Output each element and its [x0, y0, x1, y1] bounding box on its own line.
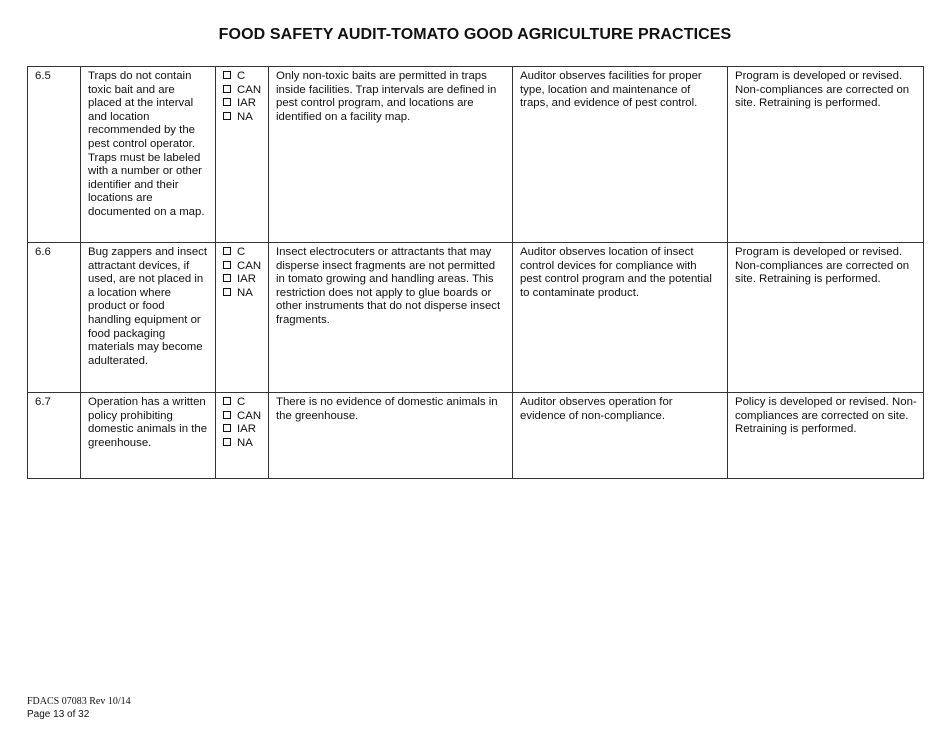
corrective-action-text: Policy is developed or revised. Non-compliances are corrected on site. Retraining is performed.: [728, 393, 924, 479]
checkbox-icon: [223, 261, 231, 269]
audit-table: [27, 66, 924, 479]
item-number: 6.7: [28, 393, 81, 479]
option-iar-checkbox[interactable]: IAR: [223, 273, 262, 287]
guidance-text: Insect electrocuters or attractants that may disperse insect fragments are not permitted in tomato growing and handling areas. This restriction does not apply to glue boards or other instruments that do not disperse insect fragments.: [269, 243, 513, 393]
page-number: Page 13 of 32: [27, 709, 90, 720]
checkbox-icon: [223, 438, 231, 446]
corrective-action-text: Program is developed or revised. Non-compliances are corrected on site. Retraining is performed.: [728, 243, 924, 393]
item-number: 6.6: [28, 243, 81, 393]
option-iar-checkbox[interactable]: IAR: [223, 97, 262, 111]
requirement-text: Traps do not contain toxic bait and are placed at the interval and location recommended by the pest control operator. Traps must be labeled with a number or other identifier and their locations are documented on a map.: [81, 67, 216, 243]
item-number: 6.5: [28, 67, 81, 243]
checkbox-icon: [223, 85, 231, 93]
checkbox-icon: [223, 397, 231, 405]
table-row: [28, 393, 924, 479]
option-can-checkbox[interactable]: CAN: [223, 84, 262, 98]
corrective-action-text: Program is developed or revised. Non-compliances are corrected on site. Retraining is performed.: [728, 67, 924, 243]
option-iar-checkbox[interactable]: IAR: [223, 423, 262, 437]
compliance-options: [216, 393, 269, 479]
checkbox-icon: [223, 71, 231, 79]
form-number: FDACS 07083 Rev 10/14: [27, 696, 131, 707]
checkbox-icon: [223, 274, 231, 282]
page-title: FOOD SAFETY AUDIT-TOMATO GOOD AGRICULTURE PRACTICES: [218, 26, 732, 43]
page-footer: [27, 695, 131, 721]
checkbox-icon: [223, 247, 231, 255]
checkbox-icon: [223, 411, 231, 419]
checkbox-icon: [223, 424, 231, 432]
compliance-options: [216, 243, 269, 393]
option-can-checkbox[interactable]: CAN: [223, 260, 262, 274]
guidance-text: Only non-toxic baits are permitted in traps inside facilities. Trap intervals are defined in pest control program, and locations are identified on a facility map.: [269, 67, 513, 243]
compliance-options: [216, 67, 269, 243]
option-na-checkbox[interactable]: NA: [223, 437, 262, 451]
table-row: [28, 243, 924, 393]
option-c-checkbox[interactable]: C: [223, 396, 262, 410]
option-c-checkbox[interactable]: C: [223, 70, 262, 84]
checkbox-icon: [223, 98, 231, 106]
table-row: [28, 67, 924, 243]
option-na-checkbox[interactable]: NA: [223, 287, 262, 301]
guidance-text: There is no evidence of domestic animals in the greenhouse.: [269, 393, 513, 479]
verification-text: Auditor observes facilities for proper type, location and maintenance of traps, and evidence of pest control.: [513, 67, 728, 243]
verification-text: Auditor observes location of insect control devices for compliance with pest control program and the potential to contaminate product.: [513, 243, 728, 393]
requirement-text: Operation has a written policy prohibiting domestic animals in the greenhouse.: [81, 393, 216, 479]
checkbox-icon: [223, 288, 231, 296]
option-na-checkbox[interactable]: NA: [223, 111, 262, 125]
verification-text: Auditor observes operation for evidence of non-compliance.: [513, 393, 728, 479]
requirement-text: Bug zappers and insect attractant devices, if used, are not placed in a location where product or food handling equipment or food packaging materials may become adulterated.: [81, 243, 216, 393]
option-can-checkbox[interactable]: CAN: [223, 410, 262, 424]
checkbox-icon: [223, 112, 231, 120]
option-c-checkbox[interactable]: C: [223, 246, 262, 260]
